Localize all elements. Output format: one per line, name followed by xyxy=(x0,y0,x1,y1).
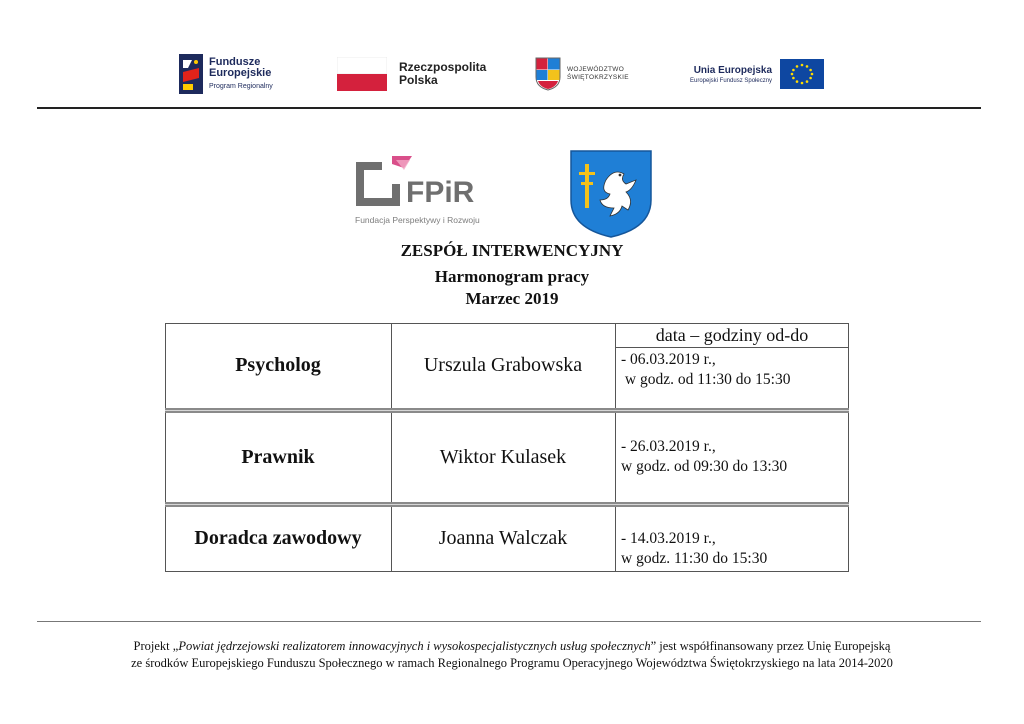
date-line: - 14.03.2019 r., xyxy=(621,530,716,547)
rzeczpospolita-polska-logo xyxy=(337,50,486,98)
fpir-caption: Fundacja Perspektywy i Rozwoju xyxy=(355,215,480,225)
date-cell xyxy=(621,437,787,477)
date-line: - 06.03.2019 r., xyxy=(621,351,716,368)
powiat-crest-icon xyxy=(570,150,652,238)
wojewodztwo-label: WOJEWÓDZTWO xyxy=(567,66,625,73)
date-cell xyxy=(621,529,767,569)
efs-label: Europejski Fundusz Społeczny xyxy=(690,77,773,84)
rzeczpospolita-label: Rzeczpospolita xyxy=(399,60,487,74)
header-divider-line xyxy=(615,347,849,348)
schedule-table xyxy=(165,323,849,572)
date-cell xyxy=(621,350,791,390)
column-divider-2 xyxy=(615,323,616,572)
footer-prefix: Projekt „ xyxy=(133,639,179,653)
polska-label: Polska xyxy=(399,73,438,87)
polish-flag-icon xyxy=(337,57,387,91)
unia-europejska-label: Unia Europejska xyxy=(693,64,773,76)
fundusze-europejskie-icon xyxy=(179,54,203,94)
role-cell: Prawnik xyxy=(241,446,315,468)
fundusze-label: Fundusze xyxy=(209,55,261,68)
unia-europejska-logo xyxy=(690,50,824,98)
wojewodztwo-swietokrzyskie-logo xyxy=(535,50,629,98)
fundusze-europejskie-logo xyxy=(179,50,273,98)
project-title: Powiat jędrzejowski realizatorem innowacyjnych i wysokospecjalistycznych usług społecznych xyxy=(178,639,651,653)
footer-line-2: ze środków Europejskiego Funduszu Społecznego w ramach Regionalnego Programu Operacyjnego Województwa Świętokrzyskiego na lata 2014-2020 xyxy=(131,656,893,670)
program-regionalny-label: Program Regionalny xyxy=(209,82,273,90)
swietokrzyskie-label: ŚWIĘTOKRZYSKIE xyxy=(567,74,629,81)
header-logo-bar xyxy=(0,50,1024,100)
role-cell: Doradca zawodowy xyxy=(194,527,362,549)
footer-divider xyxy=(37,621,981,622)
date-column-header: data – godziny od-do xyxy=(655,325,809,345)
eu-flag-icon xyxy=(780,59,824,89)
page-subtitle: Harmonogram pracy xyxy=(434,267,590,286)
fpir-logo-text: FPiR xyxy=(406,176,475,209)
footer-suffix: ” jest współfinansowany przez Unię Europejską xyxy=(650,639,891,653)
page-title: ZESPÓŁ INTERWENCYJNY xyxy=(400,241,624,260)
header-divider xyxy=(37,107,981,109)
person-cell: Urszula Grabowska xyxy=(423,354,583,376)
time-line: w godz. od 11:30 do 15:30 xyxy=(621,371,791,388)
person-cell: Joanna Walczak xyxy=(438,527,568,549)
row-separator-1 xyxy=(165,408,849,413)
table-border-right xyxy=(848,323,849,572)
date-line: - 26.03.2019 r., xyxy=(621,438,716,455)
footer-line-1 xyxy=(0,639,1024,654)
page-period: Marzec 2019 xyxy=(465,289,559,308)
europejskie-label: Europejskie xyxy=(209,66,272,79)
table-border-bottom xyxy=(165,571,849,572)
time-line: w godz. od 09:30 do 13:30 xyxy=(621,458,788,475)
person-cell: Wiktor Kulasek xyxy=(439,446,567,468)
wojewodztwo-crest-icon xyxy=(535,57,561,91)
role-cell: Psycholog xyxy=(235,354,321,376)
time-line: w godz. 11:30 do 15:30 xyxy=(621,550,768,567)
row-separator-2 xyxy=(165,502,849,507)
